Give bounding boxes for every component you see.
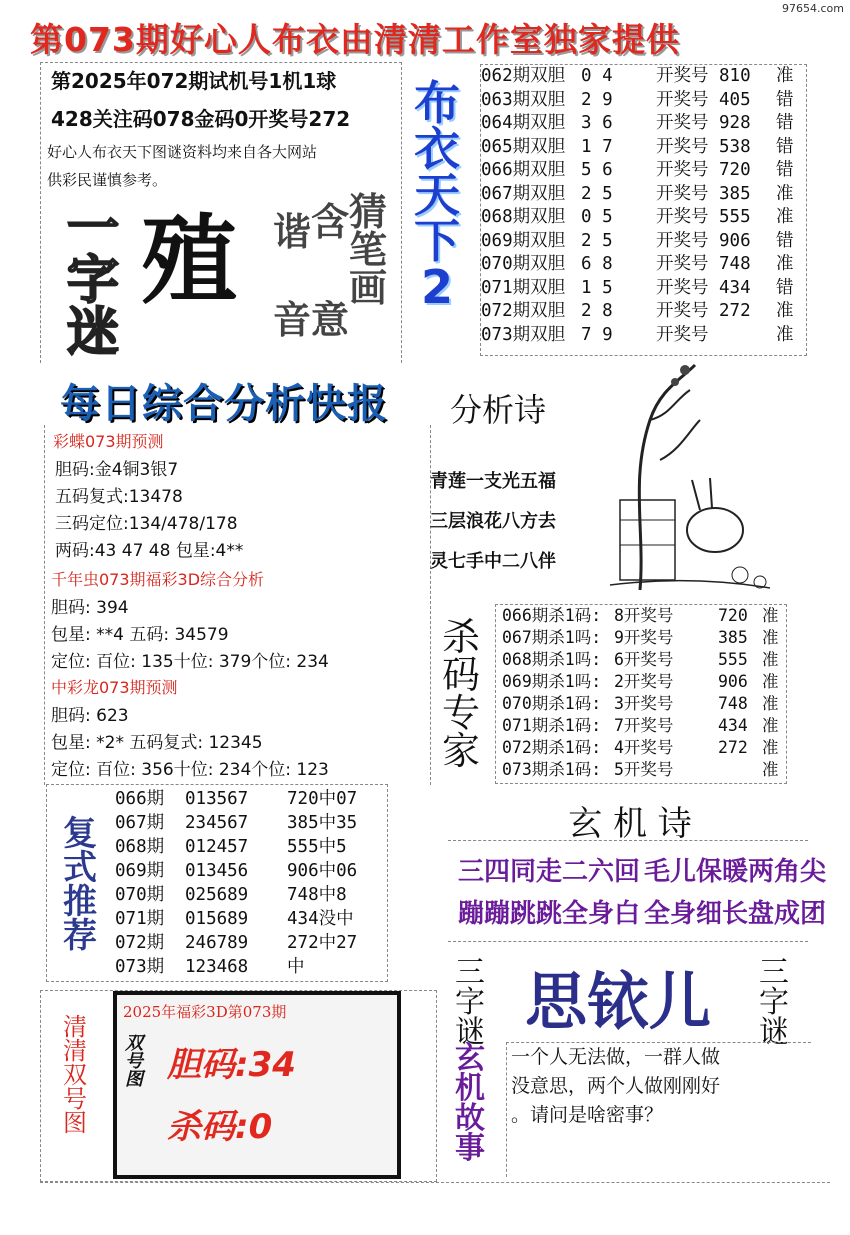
double-number-image: [113, 991, 401, 1179]
compound-label: [55, 814, 105, 956]
label-char: 三: [455, 955, 485, 990]
label-char: 推: [63, 882, 97, 922]
compound-table: [115, 787, 385, 979]
cell-label: 开奖号: [656, 136, 709, 157]
cell-nums: 234567: [185, 813, 249, 833]
zcl-lines: [51, 703, 329, 784]
cell-period: 072期双胆: [481, 301, 566, 321]
page-title: 第073期好心人布衣由清清工作室独家提供: [30, 20, 680, 59]
label-char: 荐: [63, 916, 97, 956]
double-gall-row: [481, 230, 806, 254]
cell-period: 064期双胆: [481, 113, 566, 133]
cell-period: 068期: [115, 837, 165, 857]
hint-char: 猜: [349, 190, 388, 234]
cell-period: 066期杀1码:: [502, 606, 602, 625]
cell-status: 错: [776, 160, 794, 180]
double-gall-row: [481, 89, 806, 113]
three-char-riddle-label-right: [748, 955, 800, 1050]
double-gall-table: [480, 64, 807, 356]
cell-period: 071期双胆: [481, 277, 566, 298]
cell-result: 720: [718, 606, 748, 625]
label-char: 玄: [455, 1041, 485, 1076]
compound-row: [115, 955, 385, 979]
cell-period: 066期: [115, 789, 165, 809]
hint-char: 意: [311, 298, 350, 342]
mystic-story-label: [444, 1041, 496, 1166]
gall-number: 胆码:34: [167, 1045, 296, 1085]
cell-period: 069期双胆: [481, 230, 566, 251]
cell-nums: 012457: [185, 837, 249, 857]
label-char: 复: [63, 814, 97, 854]
story-line: 没意思，两个人做刚刚好: [511, 1075, 721, 1097]
trial-line-1: 第2025年072期试机号1机1球: [51, 69, 337, 93]
cell-nums: 1 5: [581, 277, 613, 298]
forecast-panel: [44, 425, 431, 785]
cell-result: 555中5: [287, 837, 347, 857]
cell-period: 069期杀1吗:: [502, 672, 602, 691]
label-char: 清: [63, 1013, 87, 1041]
cell-result: 748: [718, 694, 748, 713]
story-line: 一个人无法做，一群人做: [511, 1046, 721, 1068]
cell-status: 准: [762, 650, 779, 669]
riddle-hint-col: [273, 210, 312, 342]
label-char: 迷: [66, 303, 119, 363]
double-number-panel: [40, 990, 437, 1182]
cell-nums: 015689: [185, 909, 249, 929]
double-gall-row: [481, 253, 806, 277]
label-char: 字: [66, 251, 119, 311]
trial-line-2: 428关注码078金码0开奖号272: [51, 107, 351, 131]
forecast-line: 五码复式:13478: [55, 487, 183, 507]
cell-period: 071期杀1码:: [502, 716, 602, 735]
forecast-line: 包星: **4 五码: 34579: [51, 625, 229, 645]
label-char: 故: [455, 1101, 485, 1136]
cell-result: 906中06: [287, 861, 358, 881]
cell-pick: 6开奖号: [614, 650, 674, 669]
cell-result: 720中07: [287, 789, 358, 809]
cell-period: 073期: [115, 957, 165, 977]
cell-result: 434没中: [287, 909, 354, 929]
cell-status: 错: [776, 89, 794, 110]
cell-label: 开奖号: [656, 207, 709, 227]
brand-char: 2: [420, 260, 453, 314]
compound-row: [115, 787, 385, 811]
cell-period: 069期: [115, 861, 165, 881]
cell-status: 准: [762, 672, 779, 691]
forecast-line: 包星: *2* 五码复式: 12345: [51, 733, 263, 753]
label-char: 一: [66, 199, 119, 259]
forecast-line: 胆码: 623: [51, 706, 129, 726]
cell-result: 748中8: [287, 885, 347, 905]
cell-status: 准: [762, 694, 779, 713]
forecast-line: 定位: 百位: 356十位: 234个位: 123: [51, 760, 329, 780]
zcl-title: 中彩龙073期预测: [51, 678, 178, 697]
label-char: 事: [455, 1131, 485, 1166]
double-gall-row: [481, 136, 806, 160]
cell-result: 810: [719, 66, 751, 86]
cell-status: 准: [776, 301, 794, 321]
poem-line: 青莲一支光五福: [430, 471, 556, 492]
cell-label: 开奖号: [656, 183, 709, 204]
cell-result: 538: [719, 136, 751, 157]
site-watermark: 97654.com: [782, 2, 844, 15]
forecast-line: 三码定位:134/478/178: [55, 514, 238, 534]
label-char: 字: [759, 985, 789, 1020]
double-gall-row: [481, 206, 806, 230]
double-gall-row: [481, 159, 806, 183]
cell-result: 中: [287, 957, 305, 977]
cell-nums: 013456: [185, 861, 249, 881]
kill-code-row: [496, 605, 786, 627]
double-gall-row: [481, 324, 806, 348]
cell-period: 072期杀1码:: [502, 738, 602, 757]
cell-result: 555: [718, 650, 748, 669]
cell-nums: 5 6: [581, 160, 613, 180]
mystic-poem-line: 三四同走二六回: [458, 857, 641, 887]
cell-result: 272: [718, 738, 748, 757]
cell-pick: 3开奖号: [614, 694, 674, 713]
cell-label: 开奖号: [656, 301, 709, 321]
kill-code-row: [496, 715, 786, 737]
hint-char: 画: [349, 266, 388, 310]
kill-code-row: [496, 693, 786, 715]
cell-period: 062期双胆: [481, 66, 566, 86]
cell-label: 开奖号: [656, 324, 709, 345]
compound-row: [115, 859, 385, 883]
cell-status: 准: [762, 628, 779, 647]
kill-code-label: [432, 615, 490, 773]
cell-pick: 4开奖号: [614, 738, 674, 757]
mystic-poem-line: 毛儿保暖两角尖: [644, 857, 827, 887]
cell-nums: 2 5: [581, 183, 613, 204]
kill-code-row: [496, 671, 786, 693]
cell-nums: 0 5: [581, 207, 613, 227]
kill-code-row: [496, 649, 786, 671]
double-gall-row: [481, 300, 806, 324]
label-char: 码: [441, 653, 480, 697]
poem-line: 灵七手中二八伴: [430, 551, 556, 572]
cell-result: 405: [719, 89, 751, 110]
poem-line: 三层浪花八方去: [430, 511, 556, 532]
label-char: 杀: [441, 615, 480, 659]
cell-label: 开奖号: [656, 113, 709, 133]
kill-code-row: [496, 627, 786, 649]
cell-label: 开奖号: [656, 230, 709, 251]
double-gall-row: [481, 277, 806, 301]
cell-result: 385: [718, 628, 748, 647]
cell-status: 准: [776, 66, 794, 86]
hint-char: 谐: [273, 210, 312, 254]
cell-status: 准: [762, 738, 779, 757]
compound-row: [115, 931, 385, 955]
cell-result: 928: [719, 113, 751, 133]
bottom-divider: [40, 1182, 830, 1183]
label-char: 图: [63, 1109, 87, 1137]
label-char: 机: [455, 1071, 485, 1106]
cell-period: 070期杀1码:: [502, 694, 602, 713]
cell-pick: 7开奖号: [614, 716, 674, 735]
mystic-poem-panel: [448, 840, 827, 942]
cell-nums: 2 8: [581, 301, 613, 321]
cell-nums: 123468: [185, 957, 249, 977]
forecast-line: 胆码: 394: [51, 598, 129, 618]
hint-char: 音: [273, 298, 312, 342]
compound-panel: [46, 784, 388, 982]
cell-pick: 8开奖号: [614, 606, 674, 625]
cell-period: 063期双胆: [481, 89, 566, 110]
kill-code-row: [496, 737, 786, 759]
cell-nums: 1 7: [581, 136, 613, 157]
cell-status: 错: [776, 136, 794, 157]
poem-lines: [430, 462, 556, 582]
cell-nums: 7 9: [581, 324, 613, 345]
kill-code-row: [496, 759, 786, 781]
cell-status: 准: [776, 207, 794, 227]
side-char: 号: [125, 1051, 143, 1072]
cell-period: 073期杀1码:: [502, 760, 602, 779]
cell-nums: 3 6: [581, 113, 613, 133]
brand-char: 布: [414, 76, 460, 130]
cell-nums: 6 8: [581, 254, 613, 274]
cell-status: 错: [776, 230, 794, 251]
cell-label: 开奖号: [656, 254, 709, 274]
cell-nums: 2 9: [581, 89, 613, 110]
cell-result: 385中35: [287, 813, 358, 833]
double-gall-row: [481, 112, 806, 136]
cell-result: 555: [719, 207, 751, 227]
cell-status: 准: [762, 606, 779, 625]
mystic-poem-line: 蹦蹦跳跳全身白: [458, 899, 641, 929]
double-gall-row: [481, 65, 806, 89]
cell-pick: 5开奖号: [614, 760, 674, 779]
one-char-riddle-label: [63, 199, 123, 363]
cell-nums: 2 5: [581, 230, 613, 251]
cell-result: 906: [718, 672, 748, 691]
forecast-line: 定位: 百位: 135十位: 379个位: 234: [51, 652, 329, 672]
brand-char: 天: [414, 168, 460, 222]
trial-info-panel: [40, 62, 402, 363]
label-char: 清: [63, 1037, 87, 1065]
brand-vertical: [402, 76, 472, 314]
cell-nums: 246789: [185, 933, 249, 953]
qnc-lines: [51, 595, 329, 676]
riddle-character: 殖: [141, 205, 237, 317]
daily-report-title: 每日综合分析快报: [60, 381, 388, 427]
notice-line-2: 供彩民谨慎参考。: [47, 171, 168, 189]
cell-result: 434: [718, 716, 748, 735]
cell-result: 385: [719, 183, 751, 204]
cell-nums: 013567: [185, 789, 249, 809]
hint-char: 含: [311, 200, 350, 244]
cell-period: 067期双胆: [481, 183, 566, 204]
double-gall-row: [481, 183, 806, 207]
cell-label: 开奖号: [656, 277, 709, 298]
label-char: 字: [455, 985, 485, 1020]
cell-label: 开奖号: [656, 89, 709, 110]
label-char: 号: [63, 1085, 87, 1113]
cell-status: 准: [776, 183, 794, 204]
mystic-poem-title: 玄 机 诗: [568, 804, 692, 844]
double-number-caption: 2025年福彩3D第073期: [123, 1003, 287, 1021]
cell-pick: 9开奖号: [614, 628, 674, 647]
cell-status: 准: [776, 254, 794, 274]
cell-period: 071期: [115, 909, 165, 929]
brand-char: 衣: [414, 122, 460, 176]
riddle-hint-col: [311, 200, 350, 342]
kill-number: 杀码:0: [167, 1107, 273, 1147]
rabbit-tree-illustration: [600, 360, 780, 600]
forecast-line: 胆码:金4铜3银7: [55, 460, 179, 480]
cell-nums: 025689: [185, 885, 249, 905]
compound-row: [115, 907, 385, 931]
qnc-title: 千年虫073期福彩3D综合分析: [51, 570, 265, 589]
caidie-lines: [55, 457, 243, 565]
cell-status: 准: [762, 716, 779, 735]
notice-line-1: 好心人布衣天下图谜资料均来自各大网站: [47, 143, 318, 161]
cell-result: 434: [719, 277, 751, 298]
mystic-story-panel: [506, 1042, 811, 1177]
label-char: 家: [441, 729, 480, 773]
kill-code-table: [495, 604, 787, 784]
poem-title: 分析诗: [450, 391, 547, 429]
cell-period: 067期: [115, 813, 165, 833]
label-char: 三: [759, 955, 789, 990]
three-char-riddle-answer: 思铱儿: [524, 965, 711, 1038]
cell-pick: 2开奖号: [614, 672, 674, 691]
label-char: 双: [63, 1061, 87, 1089]
side-char: 双: [125, 1033, 143, 1054]
story-line: 。请问是啥密事？: [511, 1104, 664, 1126]
cell-status: 准: [776, 324, 794, 345]
cell-label: 开奖号: [656, 66, 709, 86]
double-number-side: [125, 1035, 143, 1089]
label-char: 式: [63, 848, 97, 888]
cell-period: 070期双胆: [481, 254, 566, 274]
side-char: 图: [125, 1069, 143, 1090]
cell-status: 错: [776, 113, 794, 133]
label-char: 谜: [759, 1015, 789, 1050]
cell-period: 066期双胆: [481, 160, 566, 180]
cell-result: 720: [719, 160, 751, 180]
label-char: 谜: [455, 1015, 485, 1050]
cell-status: 准: [762, 760, 779, 779]
cell-period: 068期双胆: [481, 207, 566, 227]
cell-result: 906: [719, 230, 751, 251]
cell-label: 开奖号: [656, 160, 709, 180]
cell-status: 错: [776, 277, 794, 298]
forecast-line: 两码:43 47 48 包星:4**: [55, 541, 244, 561]
cell-result: 748: [719, 254, 751, 274]
brand-char: 下: [414, 214, 460, 268]
cell-period: 070期: [115, 885, 165, 905]
cell-period: 072期: [115, 933, 165, 953]
double-number-label: [55, 1015, 95, 1135]
cell-result: 272中27: [287, 933, 358, 953]
caidie-title: 彩蝶073期预测: [53, 432, 164, 451]
label-char: 专: [441, 691, 480, 735]
cell-period: 067期杀1吗:: [502, 628, 602, 647]
compound-row: [115, 883, 385, 907]
mystic-poem-line: 全身细长盘成团: [644, 899, 827, 929]
riddle-hint-col: [349, 190, 388, 310]
compound-row: [115, 835, 385, 859]
cell-result: 272: [719, 301, 751, 321]
cell-period: 073期双胆: [481, 324, 566, 345]
cell-period: 068期杀1吗:: [502, 650, 602, 669]
cell-period: 065期双胆: [481, 136, 566, 157]
compound-row: [115, 811, 385, 835]
cell-nums: 0 4: [581, 66, 613, 86]
hint-char: 笔: [349, 228, 388, 272]
three-char-riddle-label-left: [444, 955, 496, 1050]
